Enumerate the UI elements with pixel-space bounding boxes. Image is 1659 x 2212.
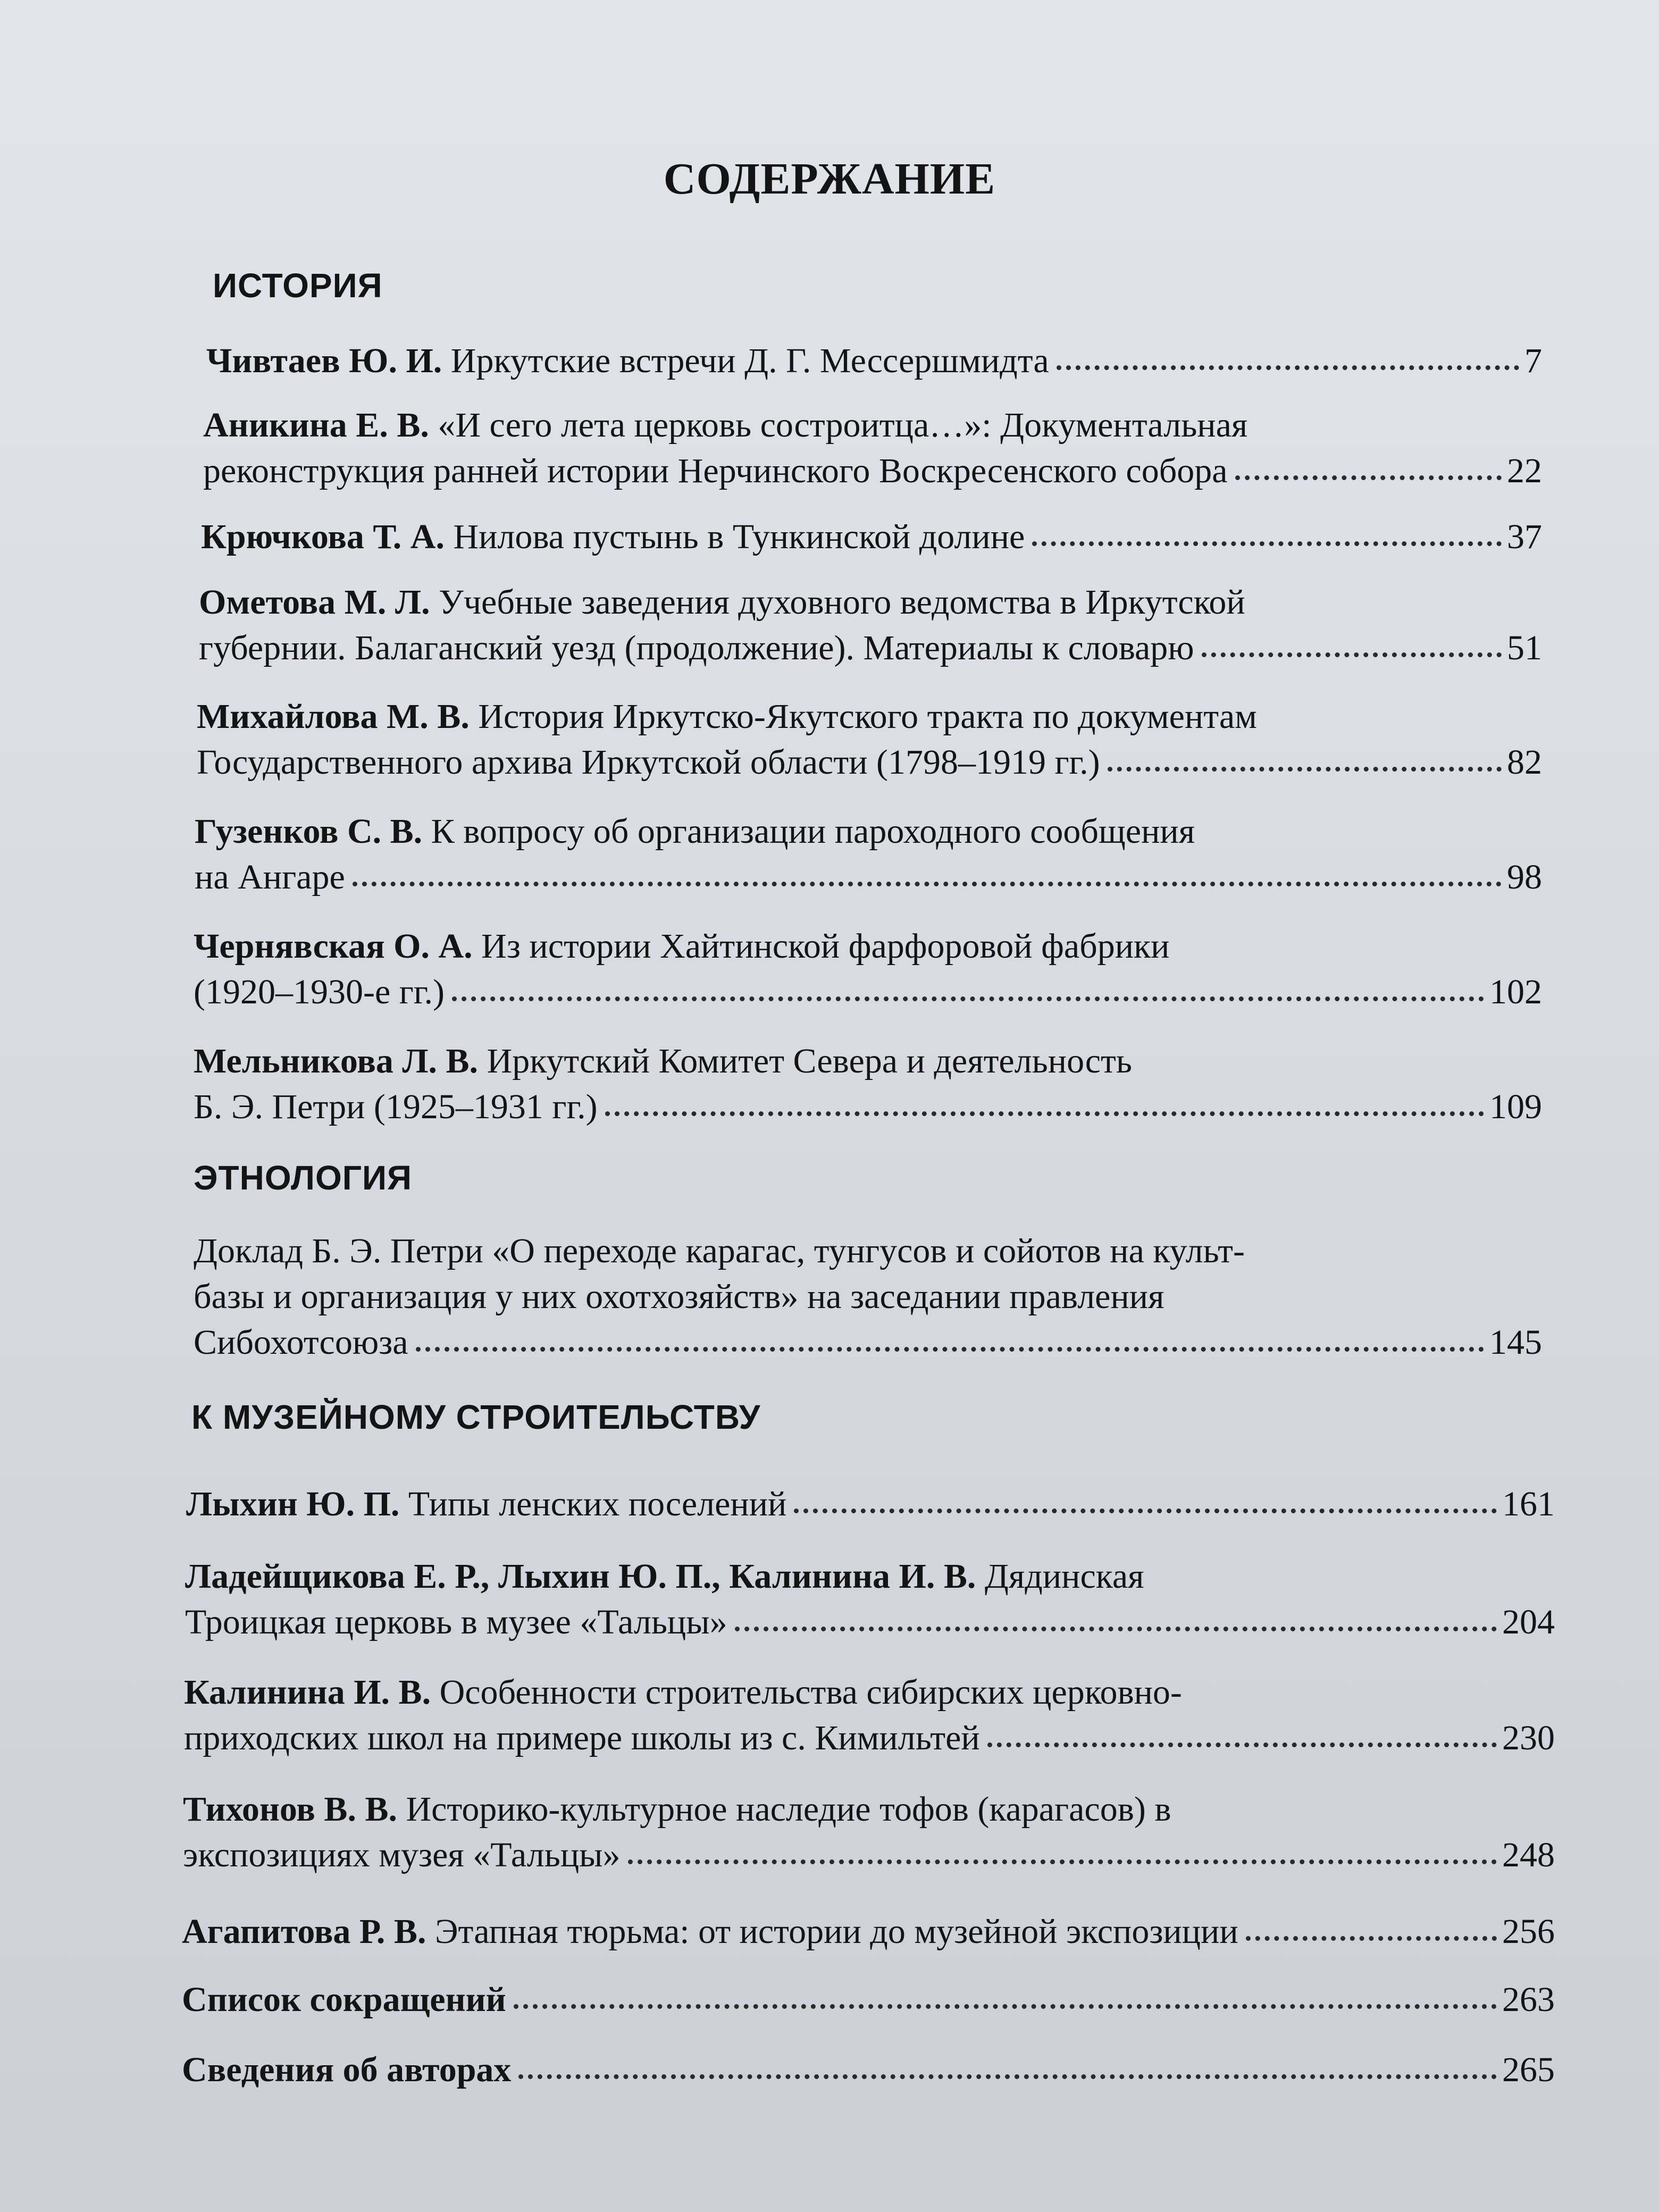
entry-title-line: Иркутский Комитет Севера и деятельность <box>487 1042 1132 1080</box>
toc-entry[interactable] <box>184 1670 1555 1761</box>
toc-entry[interactable] <box>186 1481 1555 1527</box>
entry-page: 263 <box>1502 1980 1555 2019</box>
entry-page: 161 <box>1502 1485 1555 1523</box>
entry-author: Чивтаев Ю. И. <box>206 341 442 380</box>
entry-title-line: приходских школ на примере школы из с. Кимильтей <box>184 1719 980 1757</box>
toc-entry[interactable] <box>194 1038 1542 1130</box>
section-history: ИСТОРИЯ <box>213 266 383 305</box>
entry-page: 256 <box>1502 1912 1555 1951</box>
entry-title-line: Государственного архива Иркутской области (1798–1919 гг.) <box>197 743 1100 782</box>
entry-page: 51 <box>1507 629 1542 667</box>
leader-dots <box>987 1742 1497 1747</box>
toc-entry[interactable] <box>194 924 1542 1015</box>
toc-entry[interactable] <box>182 2047 1555 2093</box>
entry-page: 230 <box>1502 1719 1555 1757</box>
section-ethnology: ЭТНОЛОГИЯ <box>194 1159 412 1197</box>
entry-author: Мельникова Л. В. <box>194 1042 479 1080</box>
entry-title-line: базы и организация у них охотхозяйств» на заседании правления <box>194 1277 1164 1316</box>
entry-title-line: на Ангаре <box>195 858 345 896</box>
entry-author: Лыхин Ю. П. <box>186 1485 400 1523</box>
entry-author: Аникина Е. В. <box>203 406 429 445</box>
leader-dots <box>1246 1936 1497 1941</box>
entry-page: 37 <box>1507 517 1542 556</box>
entry-title-line: реконструкция ранней истории Нерчинского Воскресенского собора <box>203 451 1228 490</box>
entry-author: Сведения об авторах <box>182 2050 512 2089</box>
toc-entry[interactable] <box>194 1228 1542 1365</box>
entry-page: 7 <box>1524 341 1542 380</box>
entry-title-line: Учебные заведения духовного ведомства в Иркутской <box>439 583 1245 622</box>
toc-entry[interactable] <box>182 1909 1555 1955</box>
leader-dots <box>514 2004 1497 2009</box>
toc-entry[interactable] <box>206 338 1542 384</box>
entry-title-line: К вопросу об организации пароходного сообщения <box>431 812 1195 851</box>
leader-dots <box>605 1111 1484 1116</box>
entry-page: 265 <box>1502 2050 1555 2089</box>
toc-entry[interactable] <box>195 809 1542 900</box>
section-museum: К МУЗЕЙНОМУ СТРОИТЕЛЬСТВУ <box>191 1398 761 1436</box>
toc-entry[interactable] <box>182 1977 1555 2023</box>
toc-entry[interactable] <box>199 580 1542 671</box>
leader-dots <box>518 2074 1497 2079</box>
entry-page: 102 <box>1489 973 1542 1011</box>
toc-entry[interactable] <box>197 694 1542 785</box>
leader-dots <box>1057 365 1519 370</box>
toc-entry[interactable] <box>203 403 1542 494</box>
entry-page: 109 <box>1489 1087 1542 1126</box>
entry-title-line: (1920–1930-е гг.) <box>194 973 445 1011</box>
leader-dots <box>1108 767 1502 772</box>
entry-author: Список сокращений <box>182 1980 506 2019</box>
entry-author: Гузенков С. В. <box>195 812 423 851</box>
entry-author: Калинина И. В. <box>184 1673 431 1712</box>
leader-dots <box>416 1347 1484 1352</box>
leader-dots <box>628 1859 1497 1864</box>
leader-dots <box>1202 652 1502 657</box>
entry-page: 248 <box>1502 1836 1555 1874</box>
entry-title-line: История Иркутско-Якутского тракта по документам <box>478 697 1257 736</box>
entry-title-line: Историко-культурное наследие тофов (карагасов) в <box>406 1790 1171 1829</box>
entry-page: 22 <box>1507 451 1542 490</box>
toc-entry[interactable] <box>185 1554 1555 1645</box>
entry-author: Михайлова М. В. <box>197 697 470 736</box>
toc-entry[interactable] <box>183 1787 1555 1878</box>
leader-dots <box>794 1509 1497 1513</box>
entry-title-line: Б. Э. Петри (1925–1931 гг.) <box>194 1087 598 1126</box>
leader-dots <box>735 1627 1497 1631</box>
entry-author: Агапитова Р. В. <box>182 1912 426 1951</box>
entry-page: 145 <box>1489 1323 1542 1362</box>
entry-title-line: губернии. Балаганский уезд (продолжение). Материалы к словарю <box>199 629 1194 667</box>
leader-dots <box>1032 541 1502 546</box>
toc-entry[interactable] <box>201 514 1542 560</box>
entry-page: 204 <box>1502 1603 1555 1641</box>
entry-author: Крючкова Т. А. <box>201 517 445 556</box>
leader-dots <box>452 996 1484 1001</box>
entry-title-line: Сибохотсоюза <box>194 1323 408 1362</box>
leader-dots <box>1235 475 1502 480</box>
entry-title-line: Дядинская <box>984 1557 1144 1596</box>
leader-dots <box>353 882 1502 886</box>
entry-page: 98 <box>1507 858 1542 896</box>
entry-author: Ометова М. Л. <box>199 583 430 622</box>
entry-page: 82 <box>1507 743 1542 782</box>
entry-title-line: Иркутские встречи Д. Г. Мессершмидта <box>450 341 1049 380</box>
entry-title-line: Типы ленских поселений <box>408 1485 787 1523</box>
entry-title-line: Доклад Б. Э. Петри «О переходе карагас, тунгусов и сойотов на культ- <box>194 1231 1245 1270</box>
entry-title-line: Нилова пустынь в Тункинской долине <box>453 517 1025 556</box>
entry-title-line: Из истории Хайтинской фарфоровой фабрики <box>481 927 1170 966</box>
entry-author: Ладейщикова Е. Р., Лыхин Ю. П., Калинина И. В. <box>185 1557 976 1596</box>
entry-author: Тихонов В. В. <box>183 1790 397 1829</box>
contents-title: СОДЕРЖАНИЕ <box>663 154 996 204</box>
entry-author: Чернявская О. А. <box>194 927 473 966</box>
entry-title-line: «И сего лета церковь состроитца…»: Документальная <box>438 406 1248 445</box>
entry-title-line: Троицкая церковь в музее «Тальцы» <box>185 1603 727 1641</box>
entry-title-line: экспозициях музея «Тальцы» <box>183 1836 621 1874</box>
entry-title-line: Особенности строительства сибирских церковно- <box>439 1673 1182 1712</box>
entry-title-line: Этапная тюрьма: от истории до музейной экспозиции <box>434 1912 1238 1951</box>
